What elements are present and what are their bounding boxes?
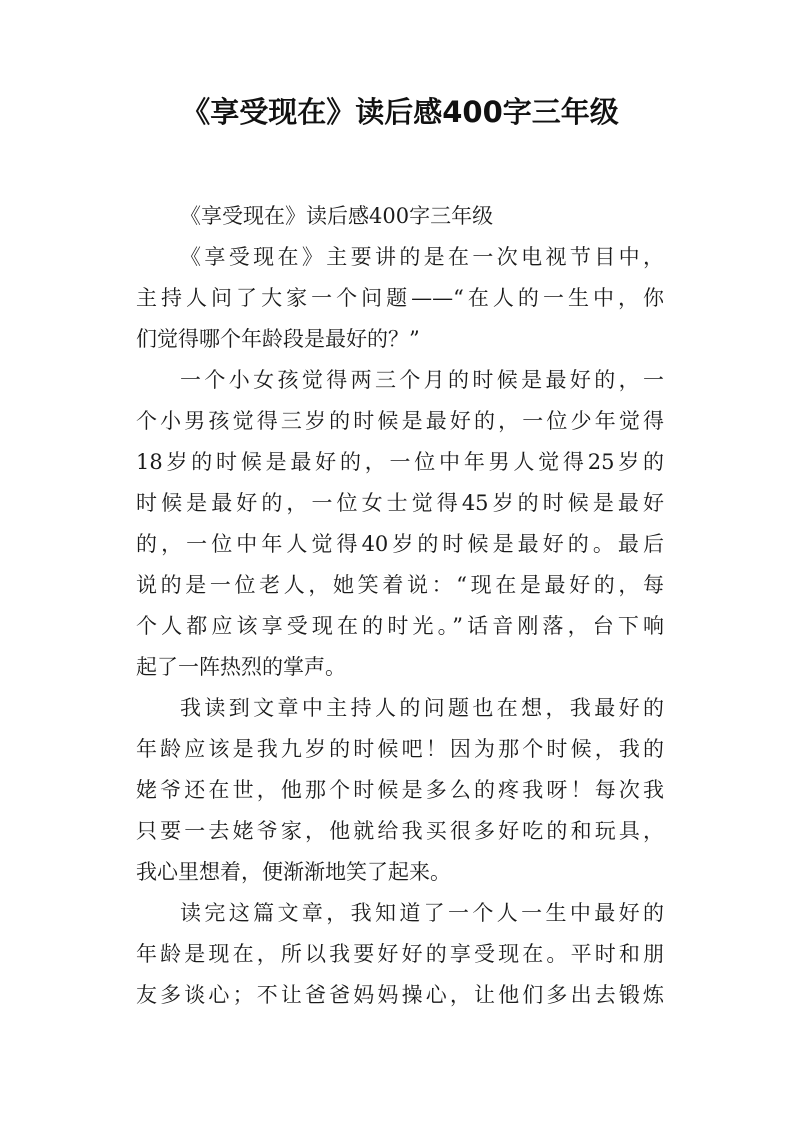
text-line: 年龄应该是我九岁的时候吧！因为那个时候，我的: [136, 737, 664, 761]
text-line: 的，一位中年人觉得40岁的时候是最好的。最后: [136, 532, 664, 556]
text-line: 我心里想着，便渐渐地笑了起来。: [136, 860, 451, 884]
text-line: 友多谈心；不让爸爸妈妈操心，让他们多出去锻炼: [136, 983, 664, 1007]
text-line: 个小男孩觉得三岁的时候是最好的，一位少年觉得: [136, 409, 664, 433]
text-line: 《享受现在》主要讲的是在一次电视节目中，: [180, 245, 664, 269]
document-title: 《享受现在》读后感400字三年级: [181, 95, 619, 129]
text-line: 18岁的时候是最好的，一位中年男人觉得25岁的: [136, 450, 664, 474]
paragraph-4: [136, 893, 664, 1016]
text-line: 年龄是现在，所以我要好好的享受现在。平时和朋: [136, 942, 664, 966]
text-line: 只要一去姥爷家，他就给我买很多好吃的和玩具，: [136, 819, 664, 843]
paragraph-3: [136, 688, 664, 893]
text-line: 《享受现在》读后感400字三年级: [180, 204, 494, 228]
paragraph-subtitle: [136, 196, 664, 237]
text-line: 起了一阵热烈的掌声。: [136, 655, 346, 679]
text-line: 我读到文章中主持人的问题也在想，我最好的: [180, 696, 664, 720]
text-line: 们觉得哪个年龄段是最好的？”: [136, 327, 420, 351]
paragraph-2: [136, 360, 664, 688]
text-line: 姥爷还在世，他那个时候是多么的疼我呀！每次我: [136, 778, 664, 802]
text-line: 一个小女孩觉得两三个月的时候是最好的，一: [180, 368, 664, 392]
text-line: 时候是最好的，一位女士觉得45岁的时候是最好: [136, 491, 664, 515]
paragraph-1: [136, 237, 664, 360]
text-line: 主持人问了大家一个问题——“在人的一生中，你: [136, 286, 664, 310]
text-line: 说的是一位老人，她笑着说：“现在是最好的，每: [136, 573, 664, 597]
document-body: [136, 196, 664, 1016]
text-line: 个人都应该享受现在的时光。”话音刚落，台下响: [136, 614, 664, 638]
text-line: 读完这篇文章，我知道了一个人一生中最好的: [180, 901, 664, 925]
